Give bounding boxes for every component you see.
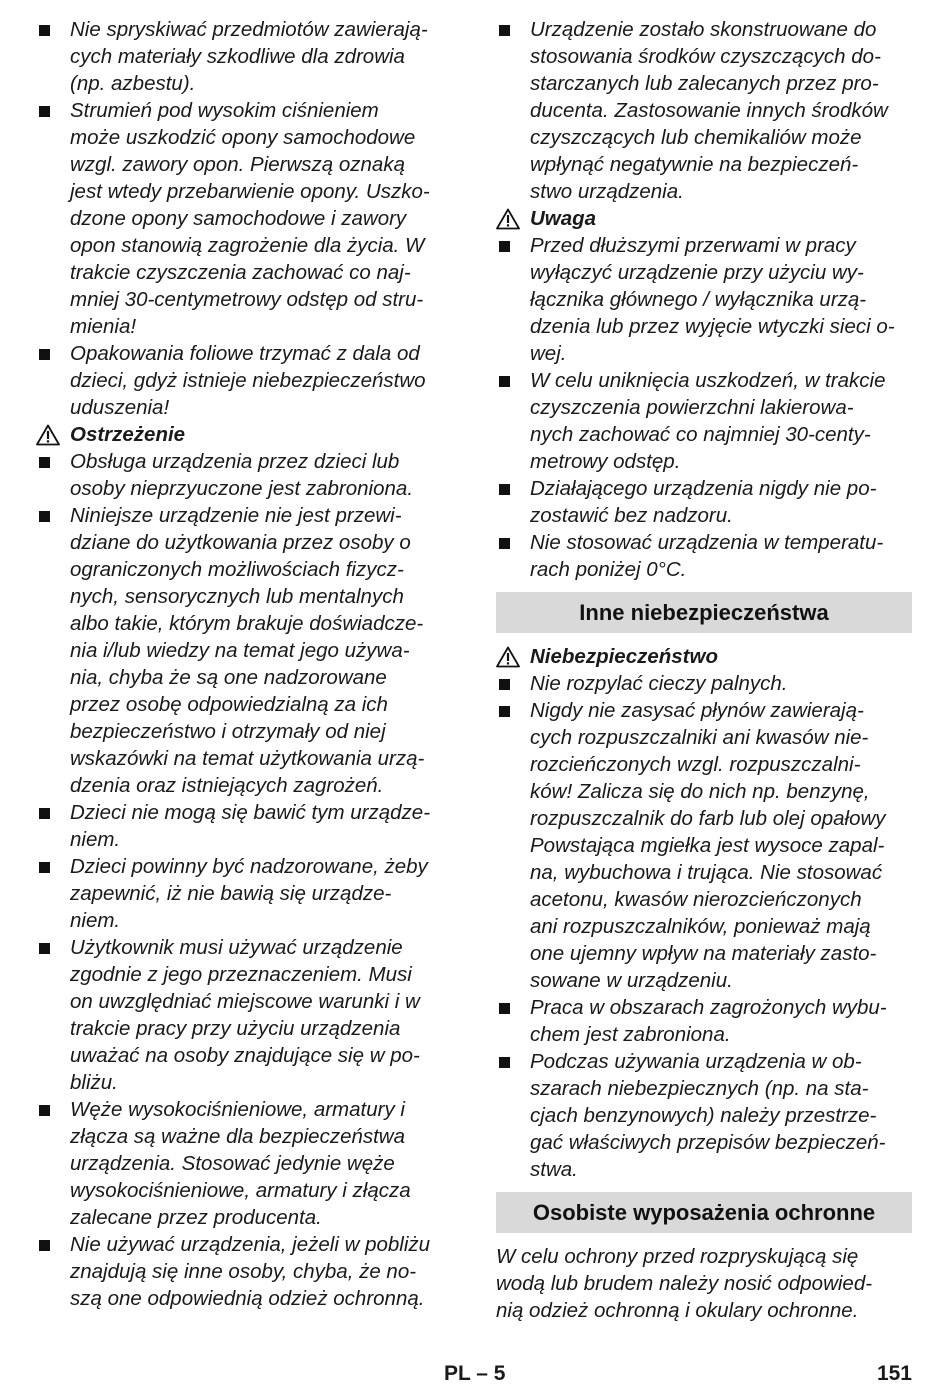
- text-line: bliżu.: [70, 1071, 118, 1094]
- square-bullet-icon: [499, 679, 510, 690]
- square-bullet-icon: [499, 484, 510, 495]
- text-line: rozpuszczalnik do farb lub olej opałowy: [530, 807, 886, 830]
- warning-heading: [496, 205, 912, 232]
- square-bullet-icon: [499, 376, 510, 387]
- text-line: metrowy odstęp.: [530, 450, 681, 473]
- text-line: Uwaga: [530, 207, 597, 230]
- text-line: na, wybuchowa i trująca. Nie stosować: [530, 861, 883, 884]
- text-line: Niniejsze urządzenie nie jest przewi-: [70, 504, 402, 527]
- square-bullet-icon: [39, 25, 50, 36]
- left-column: [36, 16, 456, 1312]
- list-item: [496, 670, 912, 697]
- text-line: Działającego urządzenia nigdy nie po-: [530, 477, 877, 500]
- square-bullet-icon: [499, 538, 510, 549]
- square-bullet-icon: [39, 862, 50, 873]
- warning-triangle-icon: [496, 646, 520, 668]
- text-line: wodą lub brudem należy nosić odpowied-: [496, 1272, 873, 1295]
- text-line: Nie używać urządzenia, jeżeli w pobliżu: [70, 1233, 431, 1256]
- text-line: Dzieci powinny być nadzorowane, żeby: [70, 855, 428, 878]
- text-line: acetonu, kwasów nierozcieńczonych: [530, 888, 862, 911]
- text-line: ków! Zalicza się do nich np. benzynę,: [530, 780, 870, 803]
- warning-triangle-icon: [36, 424, 60, 446]
- text-line: nia, chyba że są one nadzorowane: [70, 666, 387, 689]
- text-line: Obsługa urządzenia przez dzieci lub: [70, 450, 400, 473]
- list-item: [36, 340, 456, 421]
- list-item: [496, 529, 912, 583]
- text-line: W celu ochrony przed rozpryskującą się: [496, 1245, 859, 1268]
- list-item: [36, 934, 456, 1096]
- text-line: czyszczenia powierzchni lakierowa-: [530, 396, 854, 419]
- text-line: cych materiały szkodliwe dla zdrowia: [70, 45, 405, 68]
- list-item: [36, 97, 456, 340]
- text-line: nych, sensorycznych lub mentalnych: [70, 585, 404, 608]
- text-line: dzenia oraz istniejących zagrożeń.: [70, 774, 384, 797]
- square-bullet-icon: [499, 1003, 510, 1014]
- text-line: może uszkodzić opony samochodowe: [70, 126, 416, 149]
- square-bullet-icon: [499, 1057, 510, 1068]
- text-line: chem jest zabroniona.: [530, 1023, 731, 1046]
- text-line: stwo urządzenia.: [530, 180, 684, 203]
- list-item: [36, 16, 456, 97]
- list-item: [496, 697, 912, 994]
- text-line: starczanych lub zalecanych przez pro-: [530, 72, 879, 95]
- section-heading: [496, 1192, 912, 1233]
- text-line: nią odzież ochronną i okulary ochronne.: [496, 1299, 859, 1322]
- list-item: [36, 1096, 456, 1231]
- text-line: wpłynąć negatywnie na bezpieczeń-: [530, 153, 859, 176]
- text-line: cych rozpuszczalniki ani kwasów nie-: [530, 726, 869, 749]
- text-line: zostawić bez nadzoru.: [530, 504, 733, 527]
- text-line: zgodnie z jego przeznaczeniem. Musi: [70, 963, 412, 986]
- square-bullet-icon: [39, 808, 50, 819]
- text-line: Podczas używania urządzenia w ob-: [530, 1050, 862, 1073]
- page-number: 151: [876, 1362, 912, 1385]
- list-item: [496, 16, 912, 205]
- text-line: Nie stosować urządzenia w temperatu-: [530, 531, 884, 554]
- square-bullet-icon: [39, 511, 50, 522]
- text-line: on uwzględniać miejscowe warunki i w: [70, 990, 420, 1013]
- text-line: opon stanowią zagrożenie dla życia. W: [70, 234, 425, 257]
- list-item: [496, 475, 912, 529]
- text-line: nia i/lub wiedzy na temat jego używa-: [70, 639, 410, 662]
- text-line: Ostrzeżenie: [70, 423, 186, 446]
- warning-heading: [36, 421, 456, 448]
- text-line: Niebezpieczeństwo: [530, 645, 718, 668]
- paragraph: [496, 1243, 912, 1324]
- text-line: nych zachować co najmniej 30-centy-: [530, 423, 871, 446]
- text-line: Inne niebezpieczeństwa: [579, 600, 829, 625]
- text-line: one ujemny wpływ na materiały zasto-: [530, 942, 877, 965]
- text-line: Nie rozpylać cieczy palnych.: [530, 672, 788, 695]
- text-line: ani rozpuszczalników, ponieważ mają: [530, 915, 871, 938]
- text-line: Węże wysokociśnieniowe, armatury i: [70, 1098, 405, 1121]
- square-bullet-icon: [499, 706, 510, 717]
- list-item: [496, 994, 912, 1048]
- text-line: jest wtedy przebarwienie opony. Uszko-: [70, 180, 430, 203]
- text-line: Strumień pod wysokim ciśnieniem: [70, 99, 379, 122]
- text-line: ograniczonych możliwościach fizycz-: [70, 558, 404, 581]
- square-bullet-icon: [39, 457, 50, 468]
- list-item: [36, 502, 456, 799]
- text-line: łącznika głównego / wyłącznika urzą-: [530, 288, 867, 311]
- text-line: trakcie czyszczenia zachować co naj-: [70, 261, 411, 284]
- text-line: dziane do użytkowania przez osoby o: [70, 531, 411, 554]
- warning-triangle-icon: [496, 208, 520, 230]
- square-bullet-icon: [39, 349, 50, 360]
- text-line: zapewnić, iż nie bawią się urządze-: [70, 882, 392, 905]
- text-line: dzenia lub przez wyjęcie wtyczki sieci o-: [530, 315, 895, 338]
- square-bullet-icon: [39, 943, 50, 954]
- text-line: Użytkownik musi używać urządzenie: [70, 936, 403, 959]
- right-column: [496, 16, 912, 1324]
- list-item: [36, 853, 456, 934]
- text-line: zalecane przez producenta.: [70, 1206, 322, 1229]
- text-line: czyszczących lub chemikaliów może: [530, 126, 862, 149]
- text-line: osoby nieprzyuczone jest zabroniona.: [70, 477, 414, 500]
- text-line: Nie spryskiwać przedmiotów zawierają-: [70, 18, 428, 41]
- list-item: [496, 232, 912, 367]
- text-line: cjach benzynowych) należy przestrze-: [530, 1104, 877, 1127]
- list-item: [36, 448, 456, 502]
- square-bullet-icon: [39, 1105, 50, 1116]
- text-line: szarach niebezpiecznych (np. na sta-: [530, 1077, 869, 1100]
- text-line: niem.: [70, 828, 121, 851]
- square-bullet-icon: [39, 106, 50, 117]
- text-line: gać właściwych przepisów bezpieczeń-: [530, 1131, 886, 1154]
- text-line: szą one odpowiednią odzież ochronną.: [70, 1287, 425, 1310]
- square-bullet-icon: [499, 25, 510, 36]
- text-line: znajdują się inne osoby, chyba, że no-: [70, 1260, 417, 1283]
- text-line: rach poniżej 0°C.: [530, 558, 687, 581]
- text-line: mienia!: [70, 315, 137, 338]
- text-line: złącza są ważne dla bezpieczeństwa: [70, 1125, 406, 1148]
- square-bullet-icon: [499, 241, 510, 252]
- text-line: dzone opony samochodowe i zawory: [70, 207, 407, 230]
- text-line: stwa.: [530, 1158, 578, 1181]
- list-item: [496, 367, 912, 475]
- warning-heading: [496, 643, 912, 670]
- text-line: urządzenia. Stosować jedynie węże: [70, 1152, 395, 1175]
- text-line: Opakowania foliowe trzymać z dala od: [70, 342, 420, 365]
- text-line: wyłączyć urządzenie przy użyciu wy-: [530, 261, 864, 284]
- text-line: Dzieci nie mogą się bawić tym urządze-: [70, 801, 431, 824]
- text-line: Nigdy nie zasysać płynów zawierają-: [530, 699, 864, 722]
- text-line: Urządzenie zostało skonstruowane do: [530, 18, 877, 41]
- page-label: PL – 5: [444, 1362, 506, 1385]
- text-line: Osobiste wyposażenia ochronne: [532, 1200, 876, 1225]
- list-item: [36, 799, 456, 853]
- text-line: Przed dłuższymi przerwami w pracy: [530, 234, 856, 257]
- text-line: Praca w obszarach zagrożonych wybu-: [530, 996, 887, 1019]
- square-bullet-icon: [39, 1240, 50, 1251]
- text-line: ducenta. Zastosowanie innych środków: [530, 99, 888, 122]
- text-line: wskazówki na temat użytkowania urzą-: [70, 747, 425, 770]
- text-line: stosowania środków czyszczących do-: [530, 45, 881, 68]
- text-line: Powstająca mgiełka jest wysoce zapal-: [530, 834, 885, 857]
- text-line: przez osobę odpowiedzialną za ich: [70, 693, 388, 716]
- text-line: sowane w urządzeniu.: [530, 969, 733, 992]
- text-line: (np. azbestu).: [70, 72, 196, 95]
- text-line: uważać na osoby znajdujące się w po-: [70, 1044, 420, 1067]
- text-line: trakcie pracy przy użyciu urządzenia: [70, 1017, 401, 1040]
- text-line: mniej 30-centymetrowy odstęp od stru-: [70, 288, 424, 311]
- text-line: albo takie, którym brakuje doświadcze-: [70, 612, 424, 635]
- list-item: [36, 1231, 456, 1312]
- list-item: [496, 1048, 912, 1183]
- text-line: uduszenia!: [70, 396, 170, 419]
- text-line: niem.: [70, 909, 121, 932]
- text-line: dzieci, gdyż istnieje niebezpieczeństwo: [70, 369, 426, 392]
- text-line: W celu uniknięcia uszkodzeń, w trakcie: [530, 369, 886, 392]
- text-line: rozcieńczonych wzgl. rozpuszczalni-: [530, 753, 861, 776]
- text-line: bezpieczeństwo i otrzymały od niej: [70, 720, 386, 743]
- text-line: wysokociśnieniowe, armatury i złącza: [70, 1179, 411, 1202]
- section-heading: [496, 592, 912, 633]
- text-line: wzgl. zawory opon. Pierwszą oznaką: [70, 153, 405, 176]
- text-line: wej.: [530, 342, 567, 365]
